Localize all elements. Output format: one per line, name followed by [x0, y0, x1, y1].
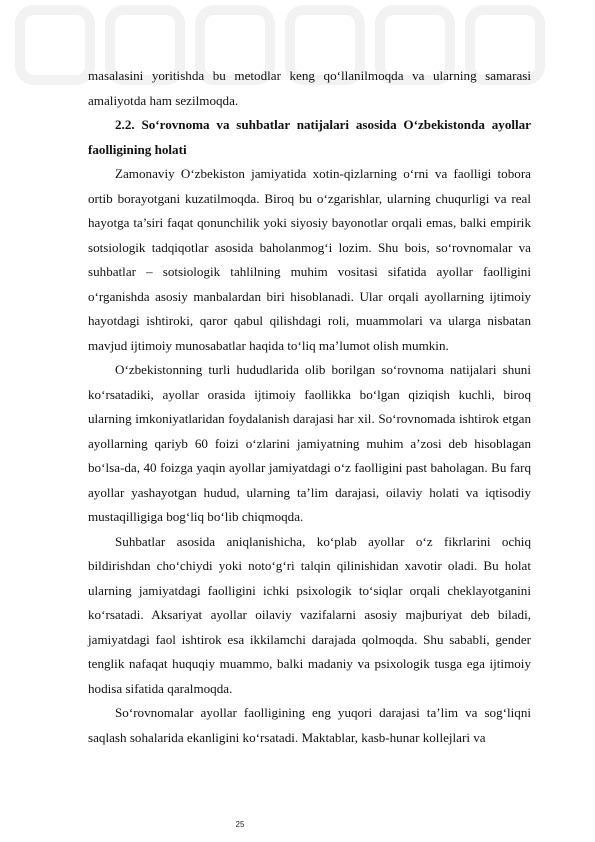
paragraph-3: Suhbatlar asosida aniqlanishicha, ko‘plab ayollar o‘z fikrlarini ochiq bildirishdan cho‘chiydi yoki noto‘g‘ri talqin qilinishidan xavotir oladi. Bu holat ularning jamiyatdagi faolligini ichki psixologik to‘siqlar orqali cheklayotganini ko‘rsatadi. Aksariyat ayollar oilaviy vazifalarni asosiy majburiyat deb biladi, jamiyatdagi faol ishtirok esa ikkilamchi darajada qolmoqda. Shu sababli, gender tenglik nafaqat huquqiy muammo, balki madaniy va psixologik tusga ega ijtimoiy hodisa sifatida qaralmoqda.	[88, 533, 531, 696]
section-heading: 2.2. So‘rovnoma va suhbatlar natijalari asosida O‘zbekistonda ayollar faolligining holati	[88, 117, 531, 157]
document-body	[88, 64, 531, 750]
paragraph-2: O‘zbekistonning turli hududlarida olib borilgan so‘rovnoma natijalari shuni ko‘rsatadiki, ayollar orasida ijtimoiy faollikka bo‘lgan qiziqish kuchli, biroq ularning imkoniyatlaridan foydalanish darajasi har xil. So‘rovnomada ishtirok etgan ayollarning qariyb 60 foizi o‘zlarini jamiyatning muhim a’zosi deb hisoblagan bo‘lsa-da, 40 foizga yaqin ayollar jamiyatdagi o‘z faolligini past baholagan. Bu farq ayollar yashayotgan hudud, ularning ta’lim darajasi, oilaviy holati va iqtisodiy mustaqilligiga bog‘liq bo‘lib chiqmoqda.	[88, 362, 531, 524]
page-number: 25	[235, 820, 245, 829]
paragraph-1: Zamonaviy O‘zbekiston jamiyatida xotin-qizlarning o‘rni va faolligi tobora ortib borayotgani kuzatilmoqda. Biroq bu o‘zgarishlar, ularning chuqurligi va real hayotga ta’siri faqat qonunchilik yoki siyosiy bayonotlar orqali emas, balki empirik sotsiologik tadqiqotlar asosida baholanmog‘i lozim. Shu bois, so‘rovnomalar va suhbatlar – sotsiologik tahlilning muhim vositasi sifatida ayollar faolligini o‘rganishda asosiy manbalardan biri hisoblanadi. Ular orqali ayollarning ijtimoiy hayotdagi ishtiroki, qaror qabul qilishdagi roli, muammolari va ularga nisbatan mavjud ijtimoiy munosabatlar haqida to‘liq ma’lumot olish mumkin.	[88, 166, 531, 353]
paragraph-4: So‘rovnomalar ayollar faolligining eng yuqori darajasi ta’lim va sog‘liqni saqlash sohalarida ekanligini ko‘rsatadi. Maktablar, kasb-hunar kollejlari va	[88, 705, 531, 745]
paragraph-continuation: masalasini yoritishda bu metodlar keng qo‘llanilmoqda va ularning samarasi amaliyotda ham sezilmoqda.	[88, 68, 531, 108]
